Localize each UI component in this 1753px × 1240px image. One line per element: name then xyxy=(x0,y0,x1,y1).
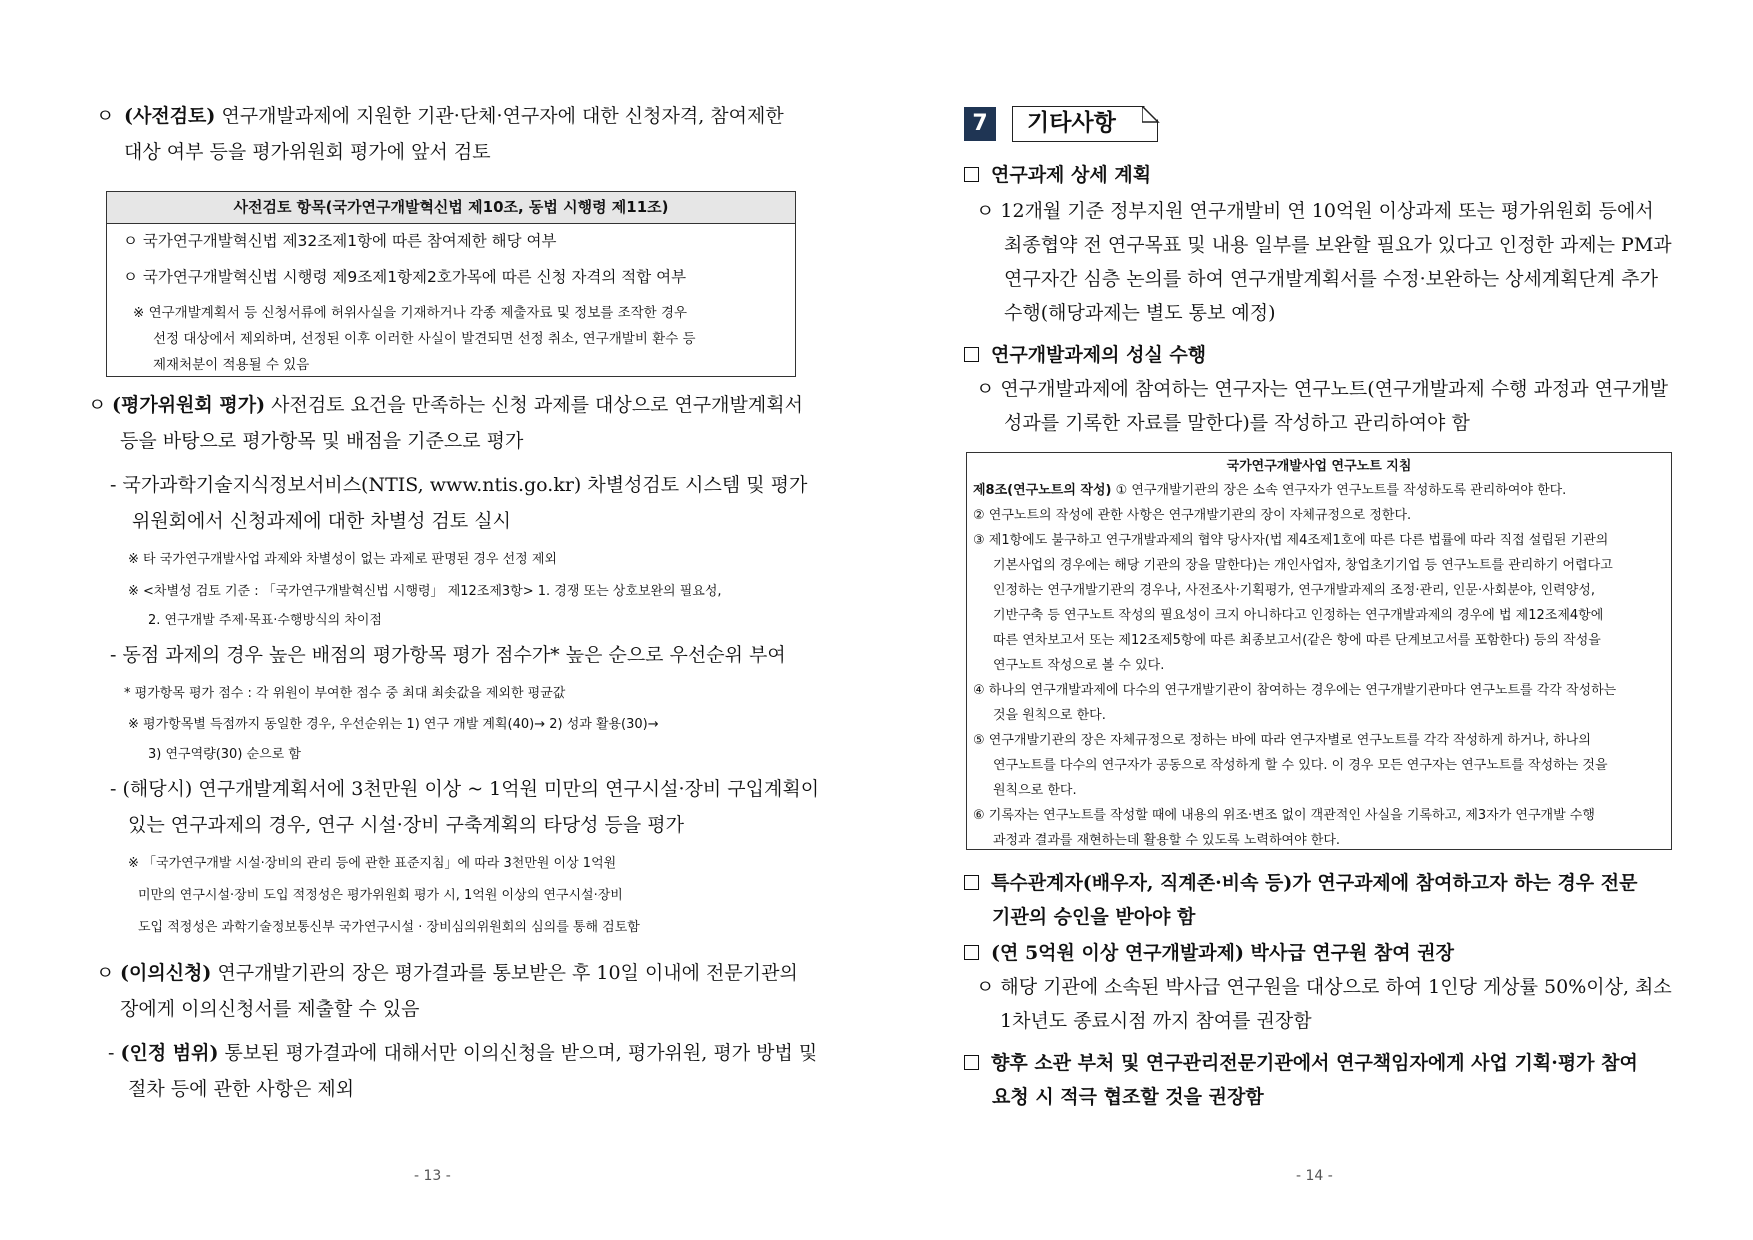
scope-line2: 절차 등에 관한 사항은 제외 xyxy=(128,1078,355,1100)
checkbox-square-icon xyxy=(964,945,979,960)
objection-line1: (이의신청) 연구개발기관의 장은 평가결과를 통보받은 후 10일 이내에 전문기관의 xyxy=(120,962,798,984)
objection-line2: 장에게 이의신청서를 제출할 수 있음 xyxy=(120,998,420,1020)
ntis-line2: 위원회에서 신청과제에 대한 차별성 검토 실시 xyxy=(132,510,511,532)
pre-review-paragraph-line1: (사전검토) 연구개발과제에 지원한 기관·단체·연구자에 대한 신청자격, 참여제한 xyxy=(124,105,784,127)
doctoral-line1: ㅇ 해당 기관에 소속된 박사급 연구원을 대상으로 하여 1인당 게상률 50%이상, 최소 xyxy=(976,976,1672,998)
objection-label: (이의신청) xyxy=(120,962,212,984)
pre-review-items-box xyxy=(106,191,796,377)
ntis-line1: - 국가과학기술지식정보서비스(NTIS, www.ntis.go.kr) 차별성검토 시스템 및 평가 xyxy=(110,474,808,496)
note: 2. 연구개발 주제·목표·수행방식의 차이점 xyxy=(148,613,382,628)
box-line: ⑤ 연구개발기관의 장은 자체규정으로 정하는 바에 따라 연구자별로 연구노트를 각각 작성하게 하거나, 하나의 xyxy=(973,733,1591,748)
research-note-line2: 성과를 기록한 자료를 말한다)를 작성하고 관리하여야 함 xyxy=(1004,412,1470,434)
box-item: ㅇ 국가연구개발혁신법 시행령 제9조제1항제2호가목에 따른 신청 자격의 적합 여부 xyxy=(123,268,687,286)
doctoral-line2: 1차년도 종료시점 까지 참여를 권장함 xyxy=(1000,1010,1312,1032)
detailed-plan-line4: 수행(해당과제는 별도 통보 예정) xyxy=(1004,302,1276,324)
scope-line1: - (인정 범위) 통보된 평가결과에 대해서만 이의신청을 받으며, 평가위원, 평가 방법 및 xyxy=(108,1042,818,1064)
note: 3) 연구역량(30) 순으로 함 xyxy=(148,747,301,762)
pre-review-label: (사전검토) xyxy=(124,105,216,127)
box-line: 인정하는 연구개발기관의 경우나, 사전조사·기획평가, 연구개발과제의 조정·관리, 인문·사회분야, 인력양성, xyxy=(993,583,1595,598)
bullet-circle: ㅇ xyxy=(96,105,115,127)
box-line: 원칙으로 한다. xyxy=(993,783,1077,798)
box-line: ⑥ 기록자는 연구노트를 작성할 때에 내용의 위조·변조 없이 객관적인 사실을 기록하고, 제3자가 연구개발 수행 xyxy=(973,808,1595,823)
section-number: 7 xyxy=(964,107,996,141)
checkbox-square-icon xyxy=(964,167,979,182)
page-14 xyxy=(876,0,1753,1240)
scope-label: (인정 범위) xyxy=(120,1042,219,1064)
tie-break-line: - 동점 과제의 경우 높은 배점의 평가항목 평가 점수가* 높은 순으로 우선순위 부여 xyxy=(110,644,786,666)
box-title: 사전검토 항목(국가연구개발혁신법 제10조, 동법 시행령 제11조) xyxy=(107,192,795,224)
checkbox-square-icon xyxy=(964,347,979,362)
box-line: 기본사업의 경우에는 해당 기관의 장을 말한다)는 개인사업자, 창업초기기업 등 연구노트를 관리하기 어렵다고 xyxy=(993,558,1613,573)
note: ※ 「국가연구개발 시설·장비의 관리 등에 관한 표준지침」에 따라 3천만원 이상 1억원 xyxy=(128,856,617,871)
box-line: ② 연구노트의 작성에 관한 사항은 연구개발기관의 장이 자체규정으로 정한다. xyxy=(973,508,1412,523)
equipment-line2: 있는 연구과제의 경우, 연구 시설·장비 구축계획의 타당성 등을 평가 xyxy=(128,814,684,836)
page-13 xyxy=(0,0,876,1240)
box-line: ④ 하나의 연구개발과제에 다수의 연구개발기관이 참여하는 경우에는 연구개발기관마다 연구노트를 각각 작성하는 xyxy=(973,683,1617,698)
box-line: 제8조(연구노트의 작성) ① 연구개발기관의 장은 소속 연구자가 연구노트를 작성하도록 관리하여야 한다. xyxy=(973,483,1567,498)
page-number: - 13 - xyxy=(414,1168,451,1184)
checkbox-square-icon xyxy=(964,1055,979,1070)
detailed-plan-line2: 최종협약 전 연구목표 및 내용 일부를 보완할 필요가 있다고 인정한 과제는 PM과 xyxy=(1004,234,1672,256)
note: 미만의 연구시설·장비 도입 적정성은 평가위원회 평가 시, 1억원 이상의 연구시설·장비 xyxy=(138,888,623,903)
note: * 평가항목 평가 점수 : 각 위원이 부여한 점수 중 최대 최솟값을 제외한 평균값 xyxy=(124,686,566,701)
box-note: 제재처분이 적용될 수 있음 xyxy=(153,357,310,373)
box-line: 기반구축 등 연구노트 작성의 필요성이 크지 아니하다고 인정하는 연구개발과제의 경우에 법 제12조제4항에 xyxy=(993,608,1604,623)
heading-cooperation: 향후 소관 부처 및 연구관리전문기관에서 연구책임자에게 사업 기획·평가 참여 xyxy=(964,1048,1638,1075)
note: 도입 적정성은 과학기술정보통신부 국가연구시설 · 장비심의위원회의 심의를 통해 검토함 xyxy=(138,920,640,935)
section-title: 기타사항 xyxy=(1012,106,1158,142)
checkbox-square-icon xyxy=(964,875,979,890)
pre-review-paragraph-line2: 대상 여부 등을 평가위원회 평가에 앞서 검토 xyxy=(124,141,491,163)
heading-special-relations: 특수관계자(배우자, 직계존·비속 등)가 연구과제에 참여하고자 하는 경우 전문 xyxy=(964,868,1638,895)
box-line: 따른 연차보고서 또는 제12조제5항에 따른 최종보고서(같은 항에 따른 단계보고서를 포함한다) 등의 작성을 xyxy=(993,633,1601,648)
box-note: 선정 대상에서 제외하며, 선정된 이후 이러한 사실이 발견되면 선정 취소, 연구개발비 환수 등 xyxy=(153,331,696,347)
box-line: 연구노트를 다수의 연구자가 공동으로 작성하게 할 수 있다. 이 경우 모든 연구자는 연구노트를 작성하는 것을 xyxy=(993,758,1608,773)
heading-doctoral-researchers: (연 5억원 이상 연구개발과제) 박사급 연구원 참여 권장 xyxy=(964,938,1454,965)
note: ※ 타 국가연구개발사업 과제와 차별성이 없는 과제로 판명된 경우 선정 제외 xyxy=(128,552,557,567)
detailed-plan-line3: 연구자간 심층 논의를 하여 연구개발계획서를 수정·보완하는 상세계획단계 추가 xyxy=(1004,268,1658,290)
box-note: ※ 연구개발계획서 등 신청서류에 허위사실을 기재하거나 각종 제출자료 및 정보를 조작한 경우 xyxy=(133,305,688,321)
box-item: ㅇ 국가연구개발혁신법 제32조제1항에 따른 참여제한 해당 여부 xyxy=(123,232,557,250)
equipment-line1: - (해당시) 연구개발계획서에 3천만원 이상 ~ 1억원 미만의 연구시설·장비 구입계획이 xyxy=(110,778,820,800)
committee-eval-label: (평가위원회 평가) xyxy=(112,394,266,416)
committee-eval-line1: (평가위원회 평가) 사전검토 요건을 만족하는 신청 과제를 대상으로 연구개발계획서 xyxy=(112,394,803,416)
cooperation-line2: 요청 시 적극 협조할 것을 권장함 xyxy=(992,1086,1264,1108)
bullet-circle: ㅇ xyxy=(88,394,107,416)
box-line: ③ 제1항에도 불구하고 연구개발과제의 협약 당사자(법 제4조제1호에 따른 다른 법률에 따라 직접 설립된 기관의 xyxy=(973,533,1609,548)
box-line: 연구노트 작성으로 볼 수 있다. xyxy=(993,658,1165,673)
research-note-guideline-box xyxy=(966,452,1672,850)
research-note-line1: ㅇ 연구개발과제에 참여하는 연구자는 연구노트(연구개발과제 수행 과정과 연구개발 xyxy=(976,378,1669,400)
heading-faithful-execution: 연구개발과제의 성실 수행 xyxy=(964,340,1206,367)
box-title: 국가연구개발사업 연구노트 지침 xyxy=(1226,459,1412,474)
committee-eval-line2: 등을 바탕으로 평가항목 및 배점을 기준으로 평가 xyxy=(120,430,524,452)
note: ※ 평가항목별 득점까지 동일한 경우, 우선순위는 1) 연구 개발 계획(40)→ 2) 성과 활용(30)→ xyxy=(128,717,659,732)
detailed-plan-line1: ㅇ 12개월 기준 정부지원 연구개발비 연 10억원 이상과제 또는 평가위원회 등에서 xyxy=(976,200,1654,222)
page-number: - 14 - xyxy=(1296,1168,1333,1184)
heading-detailed-plan: 연구과제 상세 계획 xyxy=(964,160,1151,187)
special-relations-line2: 기관의 승인을 받아야 함 xyxy=(992,906,1196,928)
bullet-circle: ㅇ xyxy=(96,962,115,984)
box-line: 것을 원칙으로 한다. xyxy=(993,708,1106,723)
note: ※ <차별성 검토 기준 : 「국가연구개발혁신법 시행령」 제12조제3항> 1. 경쟁 또는 상호보완의 필요성, xyxy=(128,584,722,599)
folded-corner-icon xyxy=(1142,106,1160,124)
box-line: 과정과 결과를 재현하는데 활용할 수 있도록 노력하여야 한다. xyxy=(993,833,1341,848)
